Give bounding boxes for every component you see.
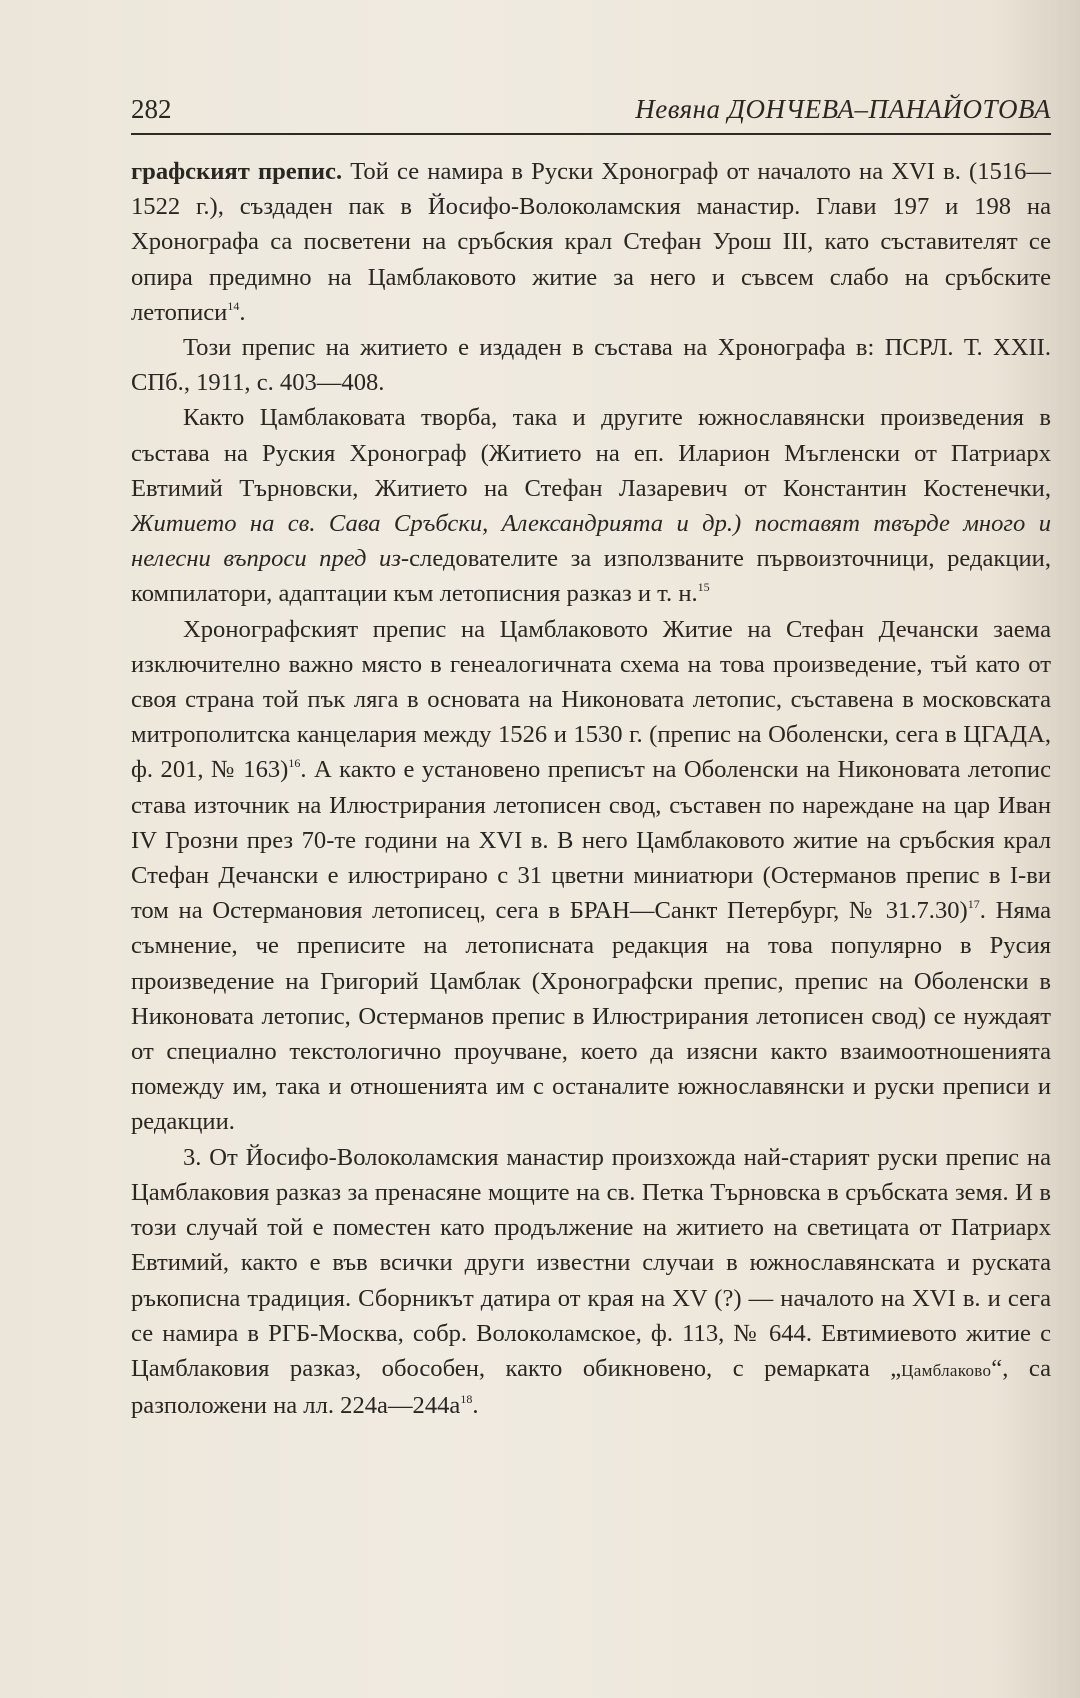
paragraph-5: [131, 1140, 1051, 1424]
footnote-ref-15: 15: [697, 580, 710, 595]
paragraph-2: [131, 330, 1051, 400]
paragraph-1: [131, 154, 1051, 330]
paragraph-text: Хронографският препис на Цамблаковото Житие на Стефан Дечански заема изключително важно място в генеалогичната схема на това произведение, тъй като от своя страна той пък ляга в основата на Никоновата летопис, съставена в московската митрополитска канцелария между 1526 и 1530 г. (препис на Оболенски, сега в ЦГАДА, ф. 201, № 163): [131, 615, 1051, 784]
paragraph-4: [131, 612, 1051, 1140]
header-rule: [131, 133, 1051, 135]
paragraph-text-cont: следователите за използваните първоизточници, редакции, компилатори, адаптации към летописния разказ и т. н.: [131, 545, 1051, 608]
footnote-ref-18: 18: [460, 1392, 473, 1407]
italic-text: Житието на св. Сава Сръбски, Александрията и др.) поставят твърде много и нелесни въпроси пред из-: [131, 510, 1051, 573]
running-head-author: Невяна ДОНЧЕВА–ПАНАЙОТОВА: [635, 94, 1051, 124]
paragraph-text-cont: . А както е установено преписът на Оболенски на Никоновата летопис става източник на Илюстрирания летописен свод, съставен по нареждане на цар Иван IV Грозни през 70-те години на XVI в. В него Цамблаковото житие на сръбския крал Стефан Дечански е илюстрирано с 31 цветни миниатюри (Остерманов препис в I-ви том на Остермановия летописец, сега в БРАН—Санкт Петербург, № 31.7.30): [131, 756, 1051, 925]
paragraph-end: .: [472, 1392, 479, 1420]
paragraph-text: Той се намира в Руски Хронограф от началото на XVI в. (1516—1522 г.), създаден пак в Йосифо-Волоколамския манастир. Глави 197 и 198 на Хронографа са посветени на сръбския крал Стефан Урош III, като съставителят се опира предимно на Цамблаковото житие за него и съвсем слабо на сръбските летописи: [131, 158, 1051, 326]
paragraph-text-cont: “, са разположени на лл. 224а—244а: [131, 1354, 1051, 1420]
remark-old-script: Цамблаково: [901, 1360, 992, 1380]
page-number: 282: [131, 94, 172, 124]
footnote-ref-17: 17: [967, 897, 980, 912]
footnote-ref-16: 16: [288, 756, 301, 771]
footnote-ref-14: 14: [227, 298, 240, 313]
paragraph-text: 3. От Йосифо-Волоколамския манастир произхожда най-старият руски препис на Цамблаковия разказ за пренасяне мощите на св. Петка Търновска в сръбската земя. И в този случай той е поместен като продължение на житието на светицата от Патриарх Евтимий, както е във всички други известни случаи в южнославянската и руската ръкописна традиция. Сборникът датира от края на XV (?) — началото на XVI в. и сега се намира в РГБ-Москва, собр. Волоколамское, ф. 113, № 644. Евтимиевото житие с Цамблаковия разказ, обособен, както обикновено, с ремарката „: [131, 1143, 1051, 1382]
paragraph-lead: графският препис.: [131, 158, 343, 185]
running-header: [131, 92, 1051, 132]
paragraph-text: Този препис на житието е издаден в състава на Хронографа в: ПСРЛ. Т. XXII. СПб., 1911, с. 403—408.: [131, 334, 1051, 397]
paragraph-text-end: . Няма съмнение, че преписите на летописната редакция на това популярно в Русия произведение на Григорий Цамблак (Хронографски препис, препис на Оболенски в Никоновата летопис, Остерманов препис в Илюстрирания летописен свод) се нуждаят от специално текстологично проучване, което да изясни както взаимоотношенията помежду им, така и отношенията им с останалите южнославянски и руски преписи и редакции.: [131, 897, 1051, 1136]
paragraph-end: .: [239, 298, 246, 326]
body-text: [131, 154, 1051, 1423]
paragraph-3: [131, 400, 1051, 611]
paragraph-text: Както Цамблаковата творба, така и другите южнославянски произведения в състава на Руския Хронограф (Житието на еп. Иларион Мъгленски от Патриарх Евтимий Търновски, Житието на Стефан Лазаревич от Константин Костенечки,: [131, 404, 1051, 502]
